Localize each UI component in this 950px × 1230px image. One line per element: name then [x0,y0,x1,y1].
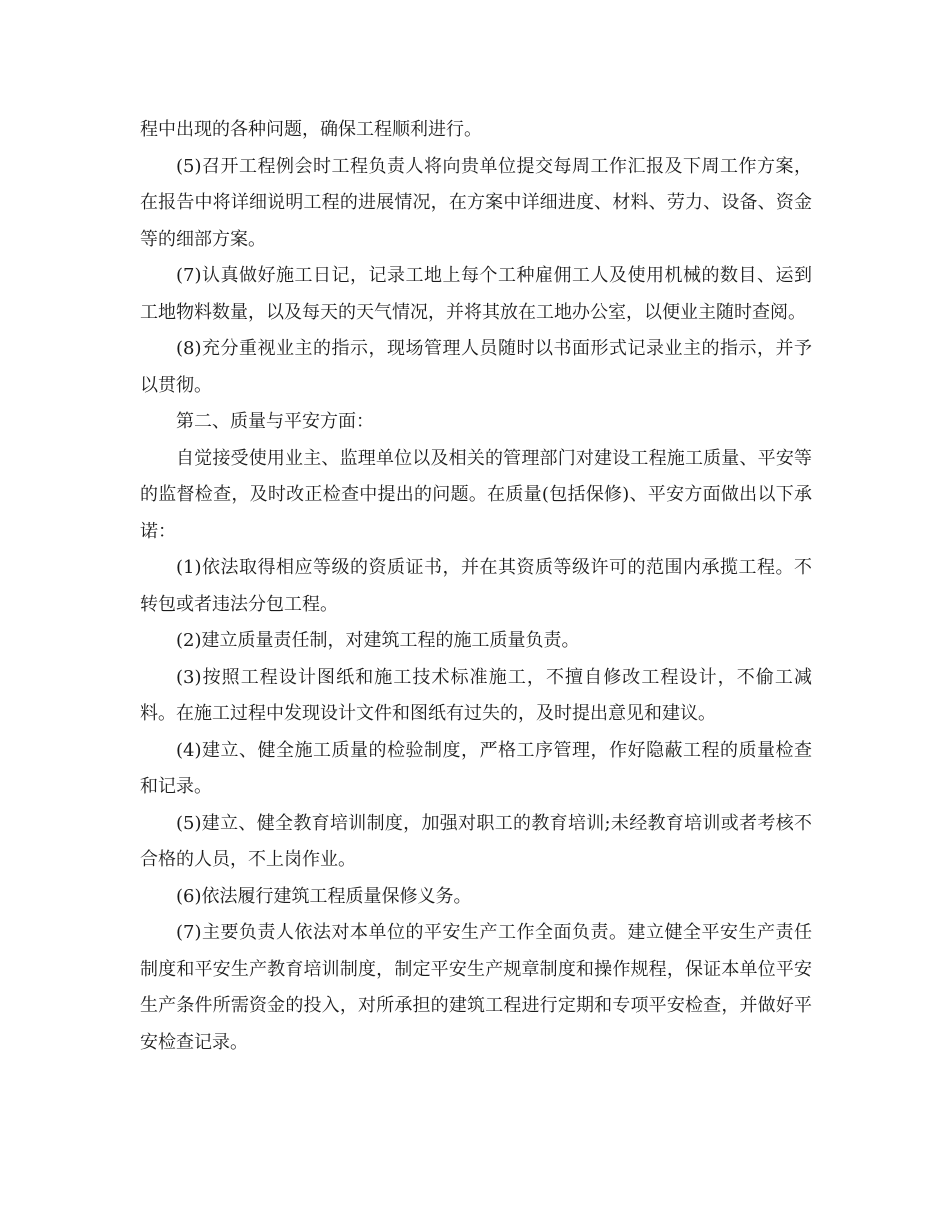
paragraph-item-1-qualification: (1)依法取得相应等级的资质证书，并在其资质等级许可的范围内承揽工程。不转包或者违法分包工程。 [140,557,812,615]
document-body [140,112,812,1061]
paragraph-item-7-safety-production: (7)主要负责人依法对本单位的平安生产工作全面负责。建立健全平安生产责任制度和平安生产教育培训制度，制定平安生产规章制度和操作规程，保证本单位平安生产条件所需资金的投入，对所承担的建筑工程进行定期和专项平安检查，并做好平安检查记录。 [140,922,812,1053]
paragraph-item-7-construction-diary: (7)认真做好施工日记，记录工地上每个工种雇佣工人及使用机械的数目、运到工地物料数量，以及每天的天气情况，并将其放在工地办公室，以便业主随时查阅。 [140,265,812,323]
paragraph-item-5-weekly-report: (5)召开工程例会时工程负责人将向贵单位提交每周工作汇报及下周工作方案，在报告中将详细说明工程的进展情况，在方案中详细进度、材料、劳力、设备、资金等的细部方案。 [140,155,812,250]
paragraph-item-5-training: (5)建立、健全教育培训制度，加强对职工的教育培训;未经教育培训或者考核不合格的人员，不上岗作业。 [140,812,812,870]
paragraph-item-6-warranty: (6)依法履行建筑工程质量保修义务。 [176,885,472,907]
paragraph-item-3-design-standards: (3)按照工程设计图纸和施工技术标准施工，不擅自修改工程设计，不偷工减料。在施工过程中发现设计文件和图纸有过失的，及时提出意见和建议。 [140,666,812,724]
paragraph-continuation: 程中出现的各种问题，确保工程顺利进行。 [140,119,482,140]
paragraph-item-4-inspection-system: (4)建立、健全施工质量的检验制度，严格工序管理，作好隐蔽工程的质量检查和记录。 [140,739,812,797]
paragraph-item-2-quality-responsibility: (2)建立质量责任制，对建筑工程的施工质量负责。 [176,630,580,651]
section-heading-quality-safety: 第二、质量与平安方面： [176,411,374,432]
paragraph-item-8-owner-instructions: (8)充分重视业主的指示，现场管理人员随时以书面形式记录业主的指示，并予以贯彻。 [140,338,812,396]
paragraph-supervision-commitment: 自觉接受使用业主、监理单位以及相关的管理部门对建设工程施工质量、平安等的监督检查，及时改正检查中提出的问题。在质量(包括保修)、平安方面做出以下承诺： [140,447,812,542]
